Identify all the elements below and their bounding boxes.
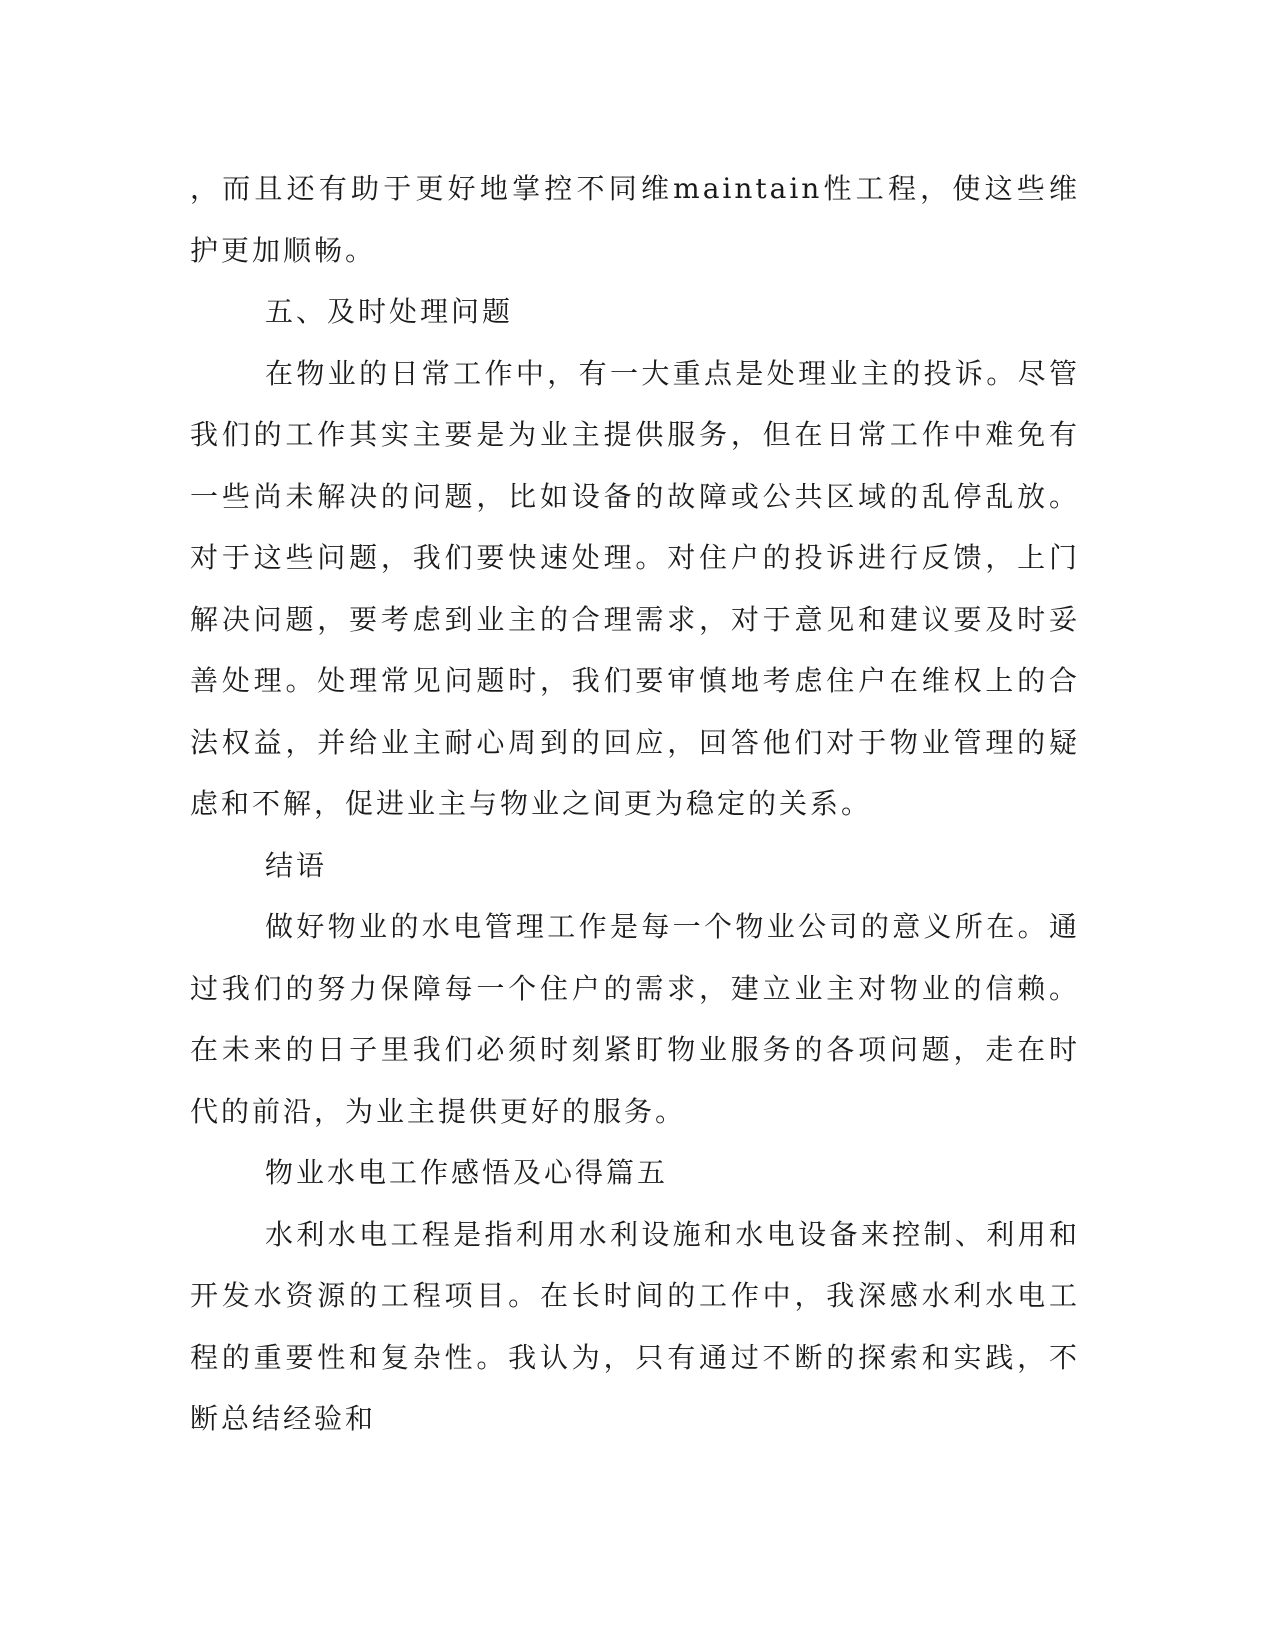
paragraph-complaint-handling: 在物业的日常工作中，有一大重点是处理业主的投诉。尽管我们的工作其实主要是为业主提供服务，但在日常工作中难免有一些尚未解决的问题，比如设备的故障或公共区域的乱停乱放。对于这些问题，我们要快速处理。对住户的投诉进行反馈，上门解决问题，要考虑到业主的合理需求，对于意见和建议要及时妥善处理。处理常见问题时，我们要审慎地考虑住户在维权上的合法权益，并给业主耐心周到的回应，回答他们对于物业管理的疑虑和不解，促进业主与物业之间更为稳定的关系。	[190, 356, 1080, 820]
document-body	[190, 158, 1080, 1450]
paragraph-hydro-engineering: 水利水电工程是指利用水利设施和水电设备来控制、利用和开发水资源的工程项目。在长时间的工作中，我深感水利水电工程的重要性和复杂性。我认为，只有通过不断的探索和实践，不断总结经验和	[190, 1217, 1080, 1435]
section-heading-conclusion: 结语	[265, 848, 328, 882]
article-title-part-five: 物业水电工作感悟及心得篇五	[265, 1156, 669, 1189]
paragraph-conclusion: 做好物业的水电管理工作是每一个物业公司的意义所在。通过我们的努力保障每一个住户的需求，建立业主对物业的信赖。在未来的日子里我们必须时刻紧盯物业服务的各项问题，走在时代的前沿，为业主提供更好的服务。	[190, 910, 1080, 1128]
section-heading-five: 五、及时处理问题	[265, 295, 514, 328]
paragraph-continuation: ，而且还有助于更好地掌控不同维maintain性工程，使这些维护更加顺畅。	[190, 172, 1080, 267]
